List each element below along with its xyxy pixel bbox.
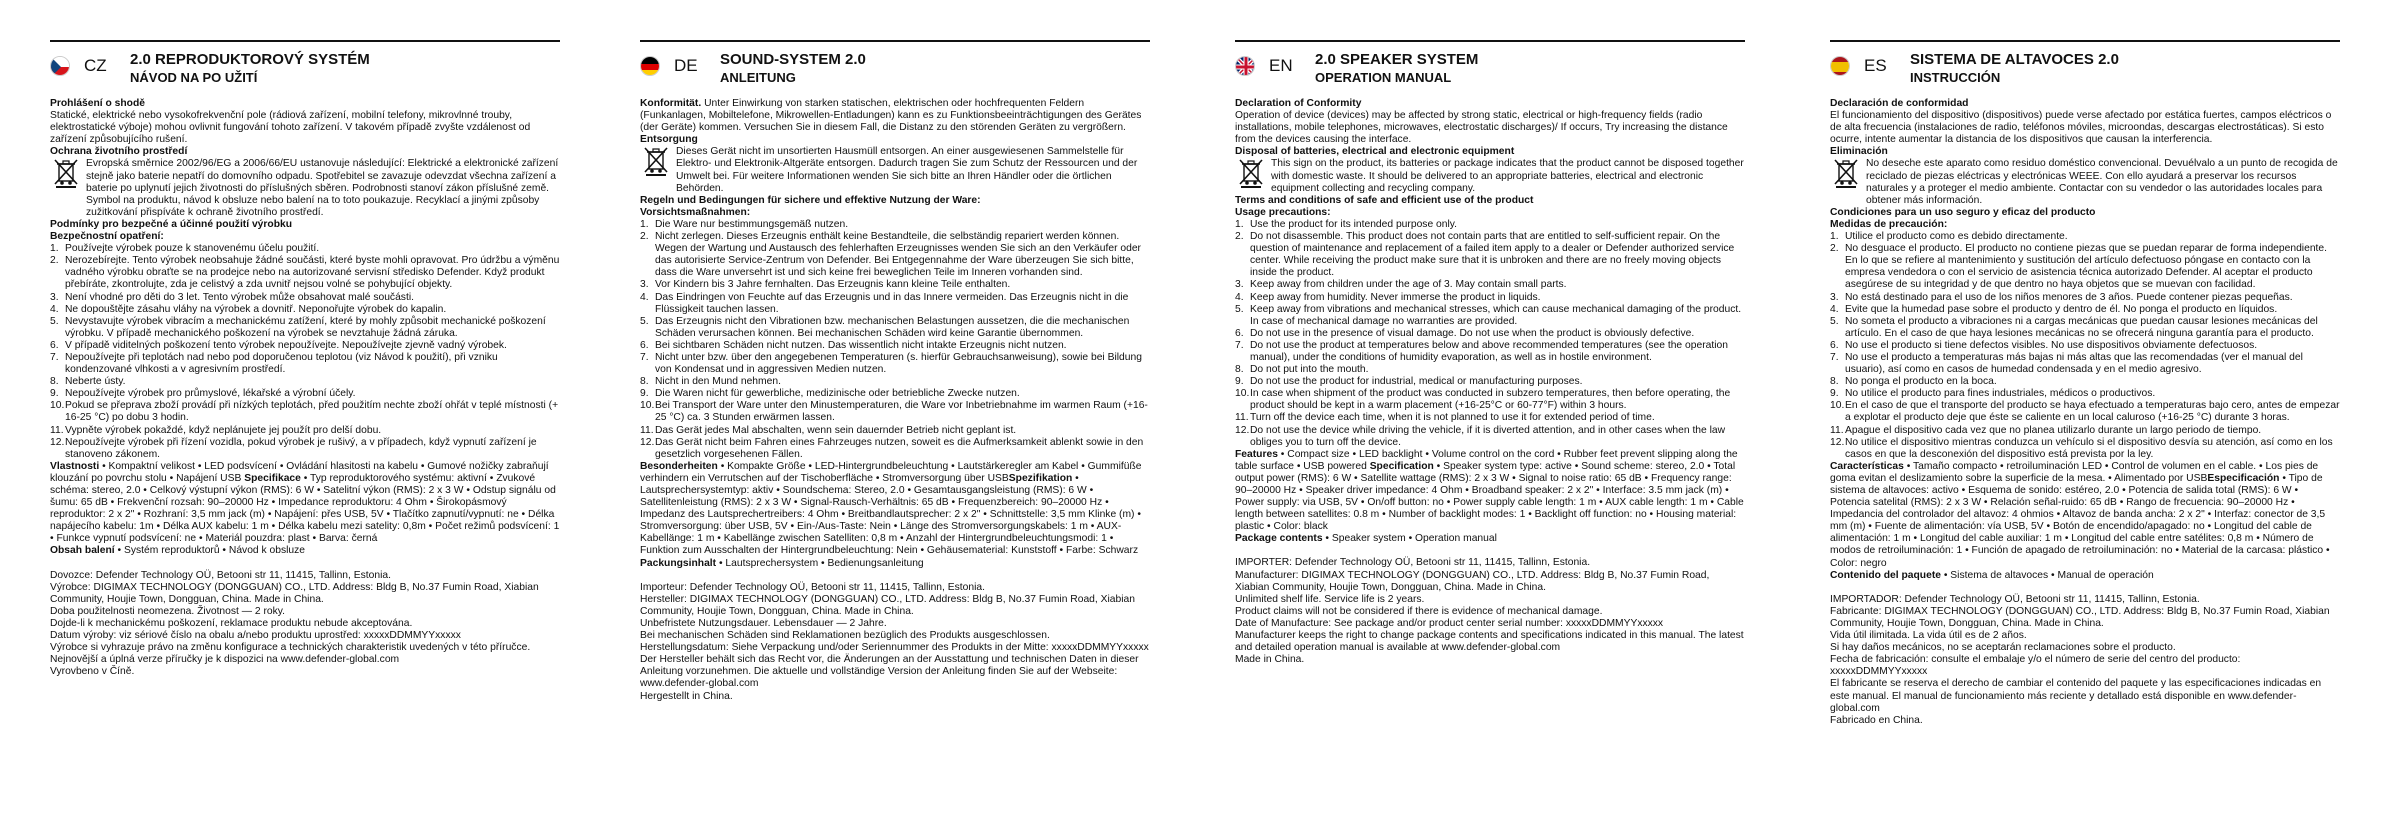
precaution-item — [640, 400, 1150, 424]
conformity-heading: Prohlášení o shodě — [50, 98, 145, 109]
footer-line: Herstellungsdatum: Siehe Verpackung und/oder Seriennummer des Produkts in der Mitte: xxxxxDDMMYYxxxxx — [640, 642, 1149, 654]
footer-line: Made in China. — [1235, 654, 1305, 666]
spec-text: • Lautsprechersystemtyp: aktiv • Soundschema: Stereo, 2.0 • Gesamtausgangsleistung (RMS): 6 W • Satellitenleistung (RMS): 2 x 3 W • Signal-Rausch-Verhältnis: 65 dB • Frequenzbereich: 90–20000 Hz • Impedanz des Lautsprechertreibers: 4 Ohm • Breitbandlautsprecher: 2 x 2" • Schnittstelle: 3,5 mm Klinke (m) • Stromversorgung: über USB, 5V • Ein-/Aus-Taste: Nein • Länge des Stromversorgungskabels: 1 m • AUX-Kabellänge: 1 m • Kabellänge zwischen Satelliten: 0,8 m • Anzahl der Hintergrundbeleuchtungsmodi: 1 • Funktion zum Ausschalten der Hintergrundbeleuchtung: Nein • Gehäusematerial: Kunststoff • Farbe: Schwarz — [640, 472, 1141, 557]
precaution-number: 10. — [1235, 388, 1250, 400]
page-subtitle: OPERATION MANUAL — [1315, 70, 1452, 85]
spec-text: • Typ reproduktorového systému: aktivní • Zvukové schéma: stereo, 2.0 • Celkový výstupní výkon (RMS): 6 W • Satelitní výkon (RMS): 2 x 3 W • Odstup signálu od šumu: 65 dB • Frekvenční rozsah: 90–20000 Hz • Impedance reproduktoru: 4 Ohm • Širokopásmový reproduktor: 2 x 2" • Rozhraní: 3,5 mm jack (m) • Napájení: přes USB, 5V • Tlačítko zapnutí/vypnutí: ne • Délka napájecího kabelu: 1m • Délka AUX kabelu: 1 m • Délka kabelu mezi satelity: 0,8m • Počet režimů podsvícení: 1 • Funkce vypnutí podsvícení: ne • Materiál pouzdra: plast • Barva: černá — [50, 472, 560, 545]
package-label: Packungsinhalt — [640, 557, 717, 569]
environment-heading: Entsorgung — [640, 134, 698, 146]
package-paragraph — [1830, 570, 2340, 582]
precaution-text: Do not disassemble. This product does not contain parts that are entitled to self-sufficient repair. On the question of maintenance and replacement of a failed item apply to a dealer or Defender authorized service center. While receiving the product make sure that it is unbroken and there are no freely moving objects inside the product. — [1250, 231, 1735, 279]
footer-line: Vida útil ilimitada. La vida útil es de 2 años. — [1830, 630, 2027, 642]
precaution-item — [50, 292, 560, 304]
manual-body — [1235, 98, 1745, 666]
features-text: • Tamaño compacto • retroiluminación LED • Control de volumen en el cable. • Los pies de goma evitan el deslizamiento sobre la superficie de la mesa. • Alimentado por USB — [1830, 460, 2319, 484]
precaution-text: No someta el producto a vibraciones ni a cargas mecánicas que puedan causar lesiones mecánicas del artículo. En el caso de que haya lesiones mecánicas no se ofrecerá ninguna garantía para el producto. — [1845, 315, 2318, 339]
precaution-text: No use el producto a temperaturas más bajas ni más altas que las recomendadas (ver el manual del usuario), así como en casos de humedad condensada y en el medio agresivo. — [1845, 351, 2303, 376]
precaution-number: 1. — [50, 243, 59, 255]
precaution-number: 5. — [1830, 315, 1839, 327]
precaution-number: 4. — [50, 303, 59, 315]
package-paragraph — [640, 558, 1150, 570]
precaution-item — [1235, 340, 1745, 364]
safety-heading: Condiciones para un uso seguro y eficaz del producto — [1830, 206, 2096, 218]
precaution-text: Das Gerät jedes Mal abschalten, wenn sein dauernder Betrieb nicht geplant ist. — [655, 424, 1017, 436]
spec-label: Specifikace — [244, 472, 301, 484]
package-label: Obsah balení — [50, 545, 115, 557]
precaution-number: 7. — [1830, 351, 1839, 363]
precaution-text: Do not use the product at temperatures below and above recommended temperatures (see the operation manual), under the conditions of humidity evaporation, as well as in hostile environment. — [1250, 339, 1728, 363]
precaution-number: 3. — [640, 279, 649, 291]
precaution-text: Nepoužívejte výrobek pro průmyslové, lékařské a výrobní účely. — [65, 388, 356, 400]
footer-line: Manufacturer keeps the right to change package contents and specifications indicated in this manual. The latest and detailed operation manual is available at www.defender-global.com — [1235, 630, 1744, 654]
package-paragraph — [1235, 533, 1745, 545]
precaution-item — [1830, 316, 2340, 340]
precaution-text: Nerozebírejte. Tento výrobek neobsahuje žádné součásti, které byste mohli opravovat. Pro údržbu a výměnu vadného výrobku obraťte se na prodejce nebo na autorizované servisní středisko Defender. Když produkt přebíráte, zkontrolujte, zda je celistvý a zda uvnitř nejsou volné se pohybující objekty. — [65, 255, 560, 291]
precaution-item — [1235, 292, 1745, 304]
conformity-heading: Declaration of Conformity — [1235, 98, 1362, 109]
footer-info — [1235, 557, 1745, 666]
precaution-item — [50, 304, 560, 316]
footer-line: IMPORTER: Defender Technology OÜ, Betooni str 11, 11415, Tallinn, Estonia. — [1235, 557, 1591, 569]
precaution-number: 8. — [640, 376, 649, 388]
manual-body — [640, 98, 1150, 703]
package-text: • Speaker system • Operation manual — [1322, 533, 1497, 545]
spec-text: • Speaker system type: active • Sound scheme: stereo, 2.0 • Total output power (RMS): 6 W • Satellite wattage (RMS): 2 x 3 W • Signal to noise ratio: 65 dB • Frequency range: 90–20000 Hz • Speaker driver impedance: 4 Ohm • Broadband speaker: 2 x 2" • Interface: 3.5 mm jack (m) • Power supply: via USB, 5V • On/off button: no • Power supply cable length: 1 m • AUX cable length: 1 m • Cable length between satellites: 0.8 m • Number of backlight modes: 1 • Backlight off function: no • Housing material: plastic • Color: black — [1235, 460, 1744, 533]
environment-heading: Eliminación — [1830, 146, 1888, 158]
precaution-number: 2. — [50, 255, 59, 267]
package-text: • Sistema de altavoces • Manual de operación — [1940, 569, 2154, 581]
footer-info — [50, 570, 560, 679]
precaution-item — [640, 437, 1150, 461]
precaution-item — [1830, 376, 2340, 388]
environment-text: This sign on the product, its batteries or package indicates that the product cannot be disposed together with domestic waste. It should be delivered to an appropriate batteries, electrical and electronic equipment collecting and recycling company. — [1271, 158, 1744, 194]
precaution-text: Není vhodné pro děti do 3 let. Tento výrobek může obsahovat malé součásti. — [65, 291, 414, 303]
package-label: Package contents — [1235, 533, 1323, 545]
precaution-text: Die Waren nicht für gewerbliche, medizinische oder betriebliche Zwecke nutzen. — [655, 388, 1020, 400]
precautions-list — [1830, 231, 2340, 461]
environment-section — [1830, 158, 2340, 206]
precaution-item — [640, 219, 1150, 231]
precaution-number: 1. — [640, 218, 649, 230]
precaution-text: No desguace el producto. El producto no contiene piezas que se puedan reparar de forma independiente. En lo que se refiere al mantenimiento y sustitución del artículo defectuoso póngase en contacto con la empresa vendedora o con el servicio de asistencia técnica autorizado Defender. Al aceptar el producto asegúrese de su integridad y de que dentro no haya objetos que se muevan con facilidad. — [1845, 243, 2327, 291]
footer-line: Vyrovbeno v Číně. — [50, 666, 135, 678]
precaution-number: 2. — [640, 231, 649, 243]
safety-heading: Regeln und Bedingungen für sichere und effektive Nutzung der Ware: — [640, 194, 981, 206]
precaution-number: 5. — [640, 315, 649, 327]
precaution-text: Use the product for its intended purpose only. — [1250, 218, 1458, 230]
precaution-text: Nicht zerlegen. Dieses Erzeugnis enthält keine Bestandteile, die selbständig repariert werden können. Wegen der Wartung und Austausch des fehlerhaften Erzeugnisses wenden Sie sich an den Verkäufer oder das autorisierte Service-Zentrum von Defender. Bei Entgegennahme der Ware überzeugen Sie sich bitte, dass die Ware unversehrt ist und sich keine frei beweglichen Teile im Inneren vorhanden sind. — [655, 231, 1141, 279]
titles — [130, 50, 560, 86]
precaution-text: V případě viditelných poškození tento výrobek nepoužívejte. Nepoužívejte zjevně vadný výrobek. — [65, 339, 507, 351]
page-title: 2.0 REPRODUKTOROVÝ SYSTÉM — [130, 51, 370, 68]
flag-icon — [1830, 56, 1850, 76]
precaution-item — [1830, 304, 2340, 316]
titles — [720, 50, 1150, 86]
features-paragraph — [50, 461, 560, 546]
precaution-text: Apague el dispositivo cada vez que no planea utilizarlo durante un largo periodo de tiempo. — [1845, 424, 2262, 436]
precaution-item — [1235, 279, 1745, 291]
features-text: • Kompaktní velikost • LED podsvícení • Ovládání hlasitosti na kabelu • Gumové nožičky zabraňují klouzání po povrchu stolu • Napájení USB — [50, 460, 549, 484]
language-code: EN — [1269, 56, 1293, 75]
page-subtitle: NÁVOD NA PO UŽITÍ — [130, 70, 258, 85]
precaution-item — [50, 316, 560, 340]
precaution-number: 10. — [1830, 400, 1845, 412]
environment-text: Evropská směrnice 2002/96/EG a 2006/66/EU ustanovuje následující: Elektrické a elektronické zařízení stejně jako baterie nepatří do domovního odpadu. Spotřebitel se zavazuje odevzdat všechna zařízení a baterie po uplynutí jejich životnosti do příslušných sběren. Podrobnosti stanoví zákon příslušné země. Symbol na produktu, návod k obsluze nebo balení na to toto poukazuje. Recyklací a jinými způsoby zužitkování přispíváte k ochraně životního prostředí. — [86, 158, 559, 218]
precaution-item — [640, 279, 1150, 291]
precaution-number: 7. — [50, 351, 59, 363]
precaution-number: 11. — [1830, 424, 1844, 436]
precautions-heading: Usage precautions: — [1235, 206, 1331, 218]
precaution-text: Do not use the device while driving the vehicle, if it is diverted attention, and in other cases when the law obliges you to turn off the device. — [1250, 424, 1726, 448]
precaution-number: 12. — [640, 436, 655, 448]
precaution-item — [50, 388, 560, 400]
precaution-number: 11. — [50, 424, 64, 436]
language-code: CZ — [84, 56, 107, 75]
precaution-number: 3. — [50, 291, 59, 303]
precaution-item — [1830, 425, 2340, 437]
footer-line: Importeur: Defender Technology OÜ, Betooni str 11, 11415, Tallinn, Estonia. — [640, 581, 985, 593]
precaution-text: Ne dopouštějte zásahu vláhy na výrobek a dovnitř. Neponořujte výrobek do kapalin. — [65, 303, 447, 315]
precaution-number: 9. — [50, 388, 59, 400]
precaution-number: 6. — [1235, 327, 1244, 339]
package-text: • Lautsprechersystem • Bedienungsanleitung — [716, 557, 924, 569]
precaution-text: Keep away from children under the age of 3. May contain small parts. — [1250, 279, 1567, 291]
precaution-text: No está destinado para el uso de los niños menores de 3 años. Puede contener piezas pequeñas. — [1845, 291, 2293, 303]
precautions-heading: Medidas de precaución: — [1830, 218, 1948, 230]
footer-info — [1830, 594, 2340, 727]
environment-text: No deseche este aparato como residuo doméstico convencional. Devuélvalo a un punto de recogida de reciclado de piezas eléctricas y electrónicas WEEE. Con ello ayudará a preservar los recursos naturales y a proteger el medio ambiente. Contactar con su vendedor o las autoridades locales para obtener más información. — [1866, 158, 2338, 206]
precaution-number: 4. — [1235, 291, 1244, 303]
precaution-text: Nevystavujte výrobek vibracím a mechanickému zatížení, které by mohly způsobit mechanické poškození výrobku. V případě mechanického poškození na výrobek se nevztahuje žádná záruka. — [65, 315, 546, 339]
precaution-number: 4. — [640, 291, 649, 303]
footer-line: Manufacturer: DIGIMAX TECHNOLOGY (DONGGUAN) CO., LTD. Address: Bldg B, No.37 Fumin Road, Xiabian Community, Houjie Town, Dongguan, China. Made in China. — [1235, 569, 1710, 593]
precaution-number: 7. — [640, 351, 649, 363]
page-subtitle: ANLEITUNG — [720, 70, 796, 85]
precaution-item — [1830, 400, 2340, 424]
footer-line: Dovozce: Defender Technology OÜ, Betooni str 11, 11415, Tallinn, Estonia. — [50, 569, 391, 581]
precaution-number: 9. — [1830, 388, 1839, 400]
precaution-number: 11. — [1235, 412, 1249, 424]
footer-line: Datum výroby: viz sériové číslo na obalu a/nebo produktu uprostřed: xxxxxDDMMYYxxxxx — [50, 630, 461, 642]
features-paragraph — [1235, 449, 1745, 534]
precaution-text: Používejte výrobek pouze k stanovenému účelu použití. — [65, 243, 320, 255]
environment-heading: Ochrana životního prostředí — [50, 146, 188, 158]
precaution-number: 7. — [1235, 339, 1244, 351]
section-header — [1830, 40, 2340, 92]
precaution-number: 10. — [50, 400, 65, 412]
precaution-item — [50, 340, 560, 352]
precaution-text: Vor Kindern bis 3 Jahre fernhalten. Das Erzeugnis kann kleine Teile enthalten. — [655, 279, 1011, 291]
precaution-item — [1235, 328, 1745, 340]
precaution-text: No utilice el producto para fines industriales, médicos o productivos. — [1845, 388, 2156, 400]
precaution-number: 2. — [1235, 231, 1244, 243]
footer-line: Výrobce: DIGIMAX TECHNOLOGY (DONGGUAN) CO., LTD. Address: Bldg B, No.37 Fumin Road, Xiabian Community, Houjie Town, Dongguan, China. Made in China. — [50, 581, 539, 605]
features-label: Features — [1235, 448, 1278, 460]
language-code: DE — [674, 56, 698, 75]
titles — [1910, 50, 2340, 86]
footer-line: Der Hersteller behält sich das Recht vor, die Änderungen an der Ausstattung und technischen Daten in dieser Anleitung vorzunehmen. Die aktuelle und vollständige Version der Anleitung finden Sie auf der Webseite: www.defender-global.com — [640, 654, 1139, 690]
precaution-number: 8. — [1830, 376, 1839, 388]
page-title: 2.0 SPEAKER SYSTEM — [1315, 51, 1479, 68]
precaution-item — [1235, 231, 1745, 279]
precaution-number: 5. — [1235, 303, 1244, 315]
precaution-item — [1235, 219, 1745, 231]
precaution-number: 10. — [640, 400, 655, 412]
column-es — [1830, 40, 2340, 830]
precaution-item — [50, 425, 560, 437]
conformity-text: Statické, elektrické nebo vysokofrekvenční pole (rádiová zařízení, mobilní telefony, mikrovlnné trouby, elektrostatické výboje) mohou ovlivnit fungování tohoto zařízení. V takovém případě zvyšte vzdálenost od zařízení způsobujícího rušení. — [50, 110, 531, 146]
precaution-number: 6. — [50, 339, 59, 351]
spec-label: Specification — [1369, 460, 1434, 472]
precaution-number: 1. — [1235, 218, 1244, 230]
flag-icon — [1235, 56, 1255, 76]
weee-bin-icon — [1235, 158, 1267, 188]
precaution-text: No ponga el producto en la boca. — [1845, 376, 1997, 388]
footer-line: Hergestellt in China. — [640, 690, 733, 702]
precautions-list — [50, 243, 560, 461]
weee-bin-icon — [640, 146, 672, 176]
precaution-item — [50, 255, 560, 291]
precautions-heading: Bezpečnostní opatření: — [50, 231, 164, 243]
footer-line: Unbefristete Nutzungsdauer. Lebensdauer — 2 Jahre. — [640, 617, 887, 629]
page-subtitle: INSTRUCCIÓN — [1910, 70, 2001, 85]
precaution-item — [1830, 231, 2340, 243]
weee-bin-icon — [50, 158, 82, 188]
precaution-number: 6. — [1830, 339, 1839, 351]
features-text: • Compact size • LED backlight • Volume control on the cord • Rubber feet prevent slipping along the table surface • USB powered — [1235, 448, 1738, 472]
package-label: Contenido del paquete — [1830, 569, 1941, 581]
conformity-text: El funcionamiento del dispositivo (dispositivos) puede verse afectado por estática fuertes, campos eléctricos o de alta frecuencia (instalaciones de radio, teléfonos móviles, microondas, descargas electrostáticas). Si esto ocurre, intente aumentar la distancia de los dispositivos que causan la interferencia. — [1830, 110, 2332, 146]
precaution-number: 9. — [640, 388, 649, 400]
precaution-number: 2. — [1830, 243, 1839, 255]
precaution-text: Nicht in den Mund nehmen. — [655, 376, 781, 388]
column-cz — [50, 40, 560, 830]
precaution-number: 11. — [640, 424, 654, 436]
precaution-text: Nicht unter bzw. über den angegebenen Temperaturen (s. hierfür Gebrauchsanweisung), sowie bei Bildung von Kondensat und in aggressiven Medien nutzen. — [655, 351, 1142, 376]
safety-heading: Terms and conditions of safe and efficient use of the product — [1235, 194, 1534, 206]
footer-line: Product claims will not be considered if there is evidence of mechanical damage. — [1235, 605, 1603, 617]
precaution-text: Das Erzeugnis nicht den Vibrationen bzw. mechanischen Belastungen aussetzen, die die mechanischen Schäden verursachen können. Bei mechanischen Schäden wird keine Garantie übernommen. — [655, 315, 1130, 339]
page-title: SOUND-SYSTEM 2.0 — [720, 51, 866, 68]
precaution-item — [640, 425, 1150, 437]
precaution-number: 6. — [640, 339, 649, 351]
footer-line: Fabricante: DIGIMAX TECHNOLOGY (DONGGUAN) CO., LTD. Address: Bldg B, No.37 Fumin Road, Xiabian Community, Houjie Town, Dongguan, China. Made in China. — [1830, 605, 2330, 629]
features-label: Características — [1830, 460, 1904, 472]
features-label: Vlastnosti — [50, 460, 100, 472]
precaution-item — [1830, 292, 2340, 304]
precaution-text: Keep away from humidity. Never immerse the product in liquids. — [1250, 291, 1541, 303]
precaution-number: 12. — [1830, 436, 1845, 448]
precautions-list — [640, 219, 1150, 461]
precaution-text: Do not put into the mouth. — [1250, 364, 1369, 376]
precaution-text: Evite que la humedad pase sobre el producto y dentro de él. No ponga el producto en líquidos. — [1845, 303, 2278, 315]
precaution-text: No use el producto si tiene defectos visibles. No use dispositivos obviamente defectuosos. — [1845, 339, 2258, 351]
footer-line: Unlimited shelf life. Service life is 2 years. — [1235, 593, 1425, 605]
column-en — [1235, 40, 1745, 830]
precaution-number: 4. — [1830, 303, 1839, 315]
conformity-heading: Declaración de conformidad — [1830, 98, 1969, 109]
precaution-item — [50, 400, 560, 424]
precaution-text: Neberte ústy. — [65, 376, 126, 388]
footer-line: Hersteller: DIGIMAX TECHNOLOGY (DONGGUAN) CO., LTD. Address: Bldg B, No.37 Fumin Road, Xiabian Community, Houjie Town, Dongguan, China. Made in China. — [640, 593, 1135, 617]
precaution-item — [640, 352, 1150, 376]
environment-section — [50, 158, 560, 218]
precaution-item — [1830, 437, 2340, 461]
precaution-item — [1830, 388, 2340, 400]
section-header — [1235, 40, 1745, 92]
precaution-number: 8. — [1235, 364, 1244, 376]
precaution-text: Pokud se přeprava zboží provádí při nízkých teplotách, před použitím nechte zboží ohřát v teplé místnosti (+ 16-25 °C) po dobu 3 hodin. — [65, 400, 559, 424]
conformity-section — [640, 98, 1150, 134]
precaution-item — [1830, 352, 2340, 376]
precaution-item — [50, 352, 560, 376]
precaution-item — [640, 340, 1150, 352]
titles — [1315, 50, 1745, 86]
footer-line: Dojde-li k mechanickému poškození, reklamace produktu nebude akceptována. — [50, 617, 413, 629]
environment-heading: Disposal of batteries, electrical and electronic equipment — [1235, 146, 1515, 158]
precaution-number: 12. — [1235, 424, 1250, 436]
precaution-number: 12. — [50, 436, 65, 448]
environment-section — [1235, 158, 1745, 194]
footer-line: Si hay daños mecánicos, no se aceptarán reclamaciones sobre el producto. — [1830, 642, 2176, 654]
footer-line: Doba použitelnosti neomezena. Životnost — 2 roky. — [50, 605, 286, 617]
footer-line: El fabricante se reserva el derecho de cambiar el contenido del paquete y las especificaciones indicadas en este manual. El manual de funcionamiento más reciente y detallado está disponible en www.defender-global.com — [1830, 678, 2322, 714]
flag-icon — [50, 56, 70, 76]
precaution-text: In case when shipment of the product was conducted in subzero temperatures, then before operating, the product should be kept in a warm placement (+16-25°C or 60-77°F) within 3 hours. — [1250, 388, 1731, 412]
weee-bin-icon — [1830, 158, 1862, 188]
precaution-item — [1235, 364, 1745, 376]
environment-section — [640, 146, 1150, 194]
precaution-item — [1235, 376, 1745, 388]
spec-label: Spezifikation — [1008, 472, 1073, 484]
precaution-text: No utilice el dispositivo mientras conduzca un vehículo si el dispositivo desvía su atención, así como en los casos en que la desconexión del dispositivo está prevista por la ley. — [1845, 436, 2333, 460]
precaution-item — [640, 376, 1150, 388]
precaution-text: Do not use in the presence of visual damage. Do not use when the product is obviously defective. — [1250, 327, 1695, 339]
conformity-section — [1830, 98, 2340, 146]
environment-text: Dieses Gerät nicht im unsortierten Hausmüll entsorgen. An einer ausgewiesenen Sammelstelle für Elektro- und Elektronik-Altgeräte entsorgen. Dadurch tragen Sie zum Schutz der Ressourcen und der Umwelt bei. Für weitere Informationen wenden Sie sich bitte an Ihren Händler oder die örtlichen Behörden. — [676, 146, 1138, 194]
section-header — [50, 40, 560, 92]
footer-line: Bei mechanischen Schäden sind Reklamationen bezüglich des Produkts ausgeschlossen. — [640, 630, 1050, 642]
precaution-item — [1235, 388, 1745, 412]
page-title: SISTEMA DE ALTAVOCES 2.0 — [1910, 51, 2119, 68]
precaution-item — [1235, 412, 1745, 424]
precautions-heading: Vorsichtsmaßnahmen: — [640, 206, 751, 218]
features-text: • Kompakte Größe • LED-Hintergrundbeleuchtung • Lautstärkeregler am Kabel • Gummifüße verhindern ein Verrutschen auf der Tischoberfläche • Stromversorgung über USB — [640, 460, 1142, 484]
precaution-number: 1. — [1830, 231, 1839, 243]
features-label: Besonderheiten — [640, 460, 718, 472]
precaution-item — [640, 388, 1150, 400]
language-code: ES — [1864, 56, 1887, 75]
precaution-item — [640, 292, 1150, 316]
conformity-heading: Konformität. — [640, 98, 702, 109]
section-header — [640, 40, 1150, 92]
precaution-text: Vypněte výrobek pokaždé, když neplánujete jej použít pro delší dobu. — [65, 424, 382, 436]
manual-body — [50, 98, 560, 678]
precaution-item — [1235, 425, 1745, 449]
precaution-item — [1830, 243, 2340, 291]
spec-text: • Tipo de sistema de altavoces: activo • Esquema de sonido: estéreo, 2.0 • Potencia de salida total (RMS): 6 W • Potencia satelital (RMS): 2 x 3 W • Relación señal-ruido: 65 dB • Rango de frecuencia: 90–20000 Hz • Impedancia del controlador del altavoz: 4 ohmios • Altavoz de banda ancha: 2 x 2" • Interfaz: conector de 3,5 mm (m) • Fuente de alimentación: vía USB, 5V • Botón de encendido/apagado: no • Longitud del cable de alimentación: 1 m • Longitud del cable auxiliar: 1 m • Longitud del cable entre satélites: 0,8 m • Número de modos de retroiluminación: 1 • Función de apagado de retroiluminación: no • Material de la carcasa: plástico • Color: negro — [1830, 472, 2330, 569]
features-paragraph — [1830, 461, 2340, 570]
features-paragraph — [640, 461, 1150, 558]
precaution-text: Bei Transport der Ware unter den Minustemperaturen, die Ware vor Inbetriebnahme im warmen Raum (+16-25 °C) ca. 3 Stunden erwärmen lassen. — [655, 400, 1148, 424]
precaution-text: Turn off the device each time, when it is not planned to use it for extended period of time. — [1250, 412, 1655, 424]
precautions-list — [1235, 219, 1745, 449]
footer-line: Date of Manufacture: See package and/or product center serial number: xxxxxDDMMYYxxxxx — [1235, 617, 1664, 629]
conformity-text: Operation of device (devices) may be affected by strong static, electrical or high-frequency fields (radio installations, mobile telephones, microwaves, electrostatic discharges)/ If occurs, Try increasing the distance from the devices causing the interface. — [1235, 110, 1728, 146]
precaution-item — [50, 437, 560, 461]
precaution-text: Die Ware nur bestimmungsgemäß nutzen. — [655, 218, 849, 230]
precaution-item — [1235, 304, 1745, 328]
precaution-text: Das Gerät nicht beim Fahren eines Fahrzeuges nutzen, soweit es die Aufmerksamkeit ablenkt sowie in den gesetzlich vorgesehenen Fällen. — [655, 436, 1144, 460]
precaution-number: 9. — [1235, 376, 1244, 388]
footer-line: Fecha de fabricación: consulte el embalaje y/o el número de serie del centro del producto: xxxxxDDMMYYxxxxx — [1830, 654, 2241, 678]
precaution-text: En el caso de que el transporte del producto se haya efectuado a temperaturas bajo cero, antes de empezar a explotar el producto deje que éste se caliente en un local caluroso (+16-25 °C) durante 3 horas. — [1845, 400, 2340, 424]
precaution-text: Nepoužívejte při teplotách nad nebo pod doporučenou teplotou (viz Návod k použití), při vzniku kondenzované vlhkosti a v agresivním prostředí. — [65, 351, 498, 376]
footer-info — [640, 582, 1150, 703]
conformity-section — [50, 98, 560, 146]
footer-line: Fabricado en China. — [1830, 714, 1923, 726]
safety-heading: Podmínky pro bezpečné a účinné použití výrobku — [50, 218, 293, 230]
precaution-number: 3. — [1830, 291, 1839, 303]
precaution-item — [640, 231, 1150, 279]
precaution-item — [640, 316, 1150, 340]
precaution-text: Keep away from vibrations and mechanical stresses, which can cause mechanical damaging of the product. In case of mechanical damage no warranties are provided. — [1250, 303, 1742, 327]
conformity-text: Unter Einwirkung von starken statischen, elektrischen oder hochfrequenten Feldern (Funkanlagen, Mobiltelefone, Mikrowellen-Entladungen) kann es zu Funktionsbeeinträchtigungen des Gerätes (der Geräte) kommen. Versuchen Sie in diesem Fall, die Distanz zu den störenden Geräten zu vergrößern. — [640, 98, 1142, 134]
precaution-item — [50, 243, 560, 255]
precaution-number: 3. — [1235, 279, 1244, 291]
precaution-text: Bei sichtbaren Schäden nicht nutzen. Das wissentlich nicht intakte Erzeugnis nicht nutzen. — [655, 339, 1067, 351]
precaution-text: Das Eindringen von Feuchte auf das Erzeugnis und in das Innere vermeiden. Das Erzeugnis nicht in die Flüssigkeit tauchen lassen. — [655, 291, 1129, 315]
footer-line: IMPORTADOR: Defender Technology OÜ, Betooni str 11, 11415, Tallinn, Estonia. — [1830, 593, 2200, 605]
precaution-item — [50, 376, 560, 388]
spec-label: Especificación — [2207, 472, 2280, 484]
manual-body — [1830, 98, 2340, 727]
package-text: • Systém reproduktorů • Návod k obsluze — [114, 545, 306, 557]
column-de — [640, 40, 1150, 830]
package-paragraph — [50, 545, 560, 557]
precaution-number: 5. — [50, 315, 59, 327]
precaution-text: Do not use the product for industrial, medical or manufacturing purposes. — [1250, 376, 1583, 388]
footer-line: Výrobce si vyhrazuje právo na změnu konfigurace a technických charakteristik uvedených v této příručce. Nejnovější a úplná verze příručky je k dispozici na www.defender-global.com — [50, 642, 531, 666]
precaution-text: Utilice el producto como es debido directamente. — [1845, 231, 2068, 243]
precaution-item — [1830, 340, 2340, 352]
flag-icon — [640, 56, 660, 76]
precaution-text: Nepoužívejte výrobek při řízení vozidla, pokud výrobek je rušivý, a v případech, když vypnutí zařízení je stanoveno zákonem. — [65, 436, 537, 460]
precaution-number: 8. — [50, 376, 59, 388]
conformity-section — [1235, 98, 1745, 146]
